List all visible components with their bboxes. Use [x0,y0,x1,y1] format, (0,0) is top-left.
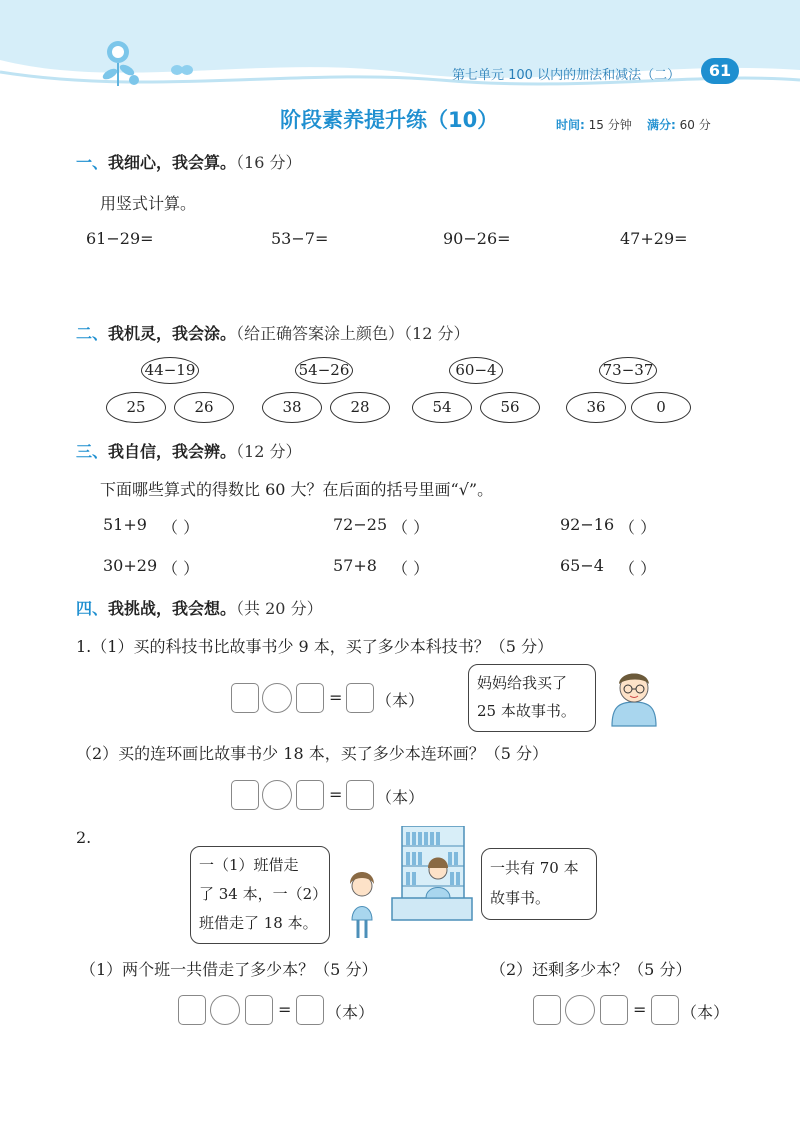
equals-sign: = [329,785,343,804]
section-number: 四、 [76,599,109,618]
judge-expression: 30+29 [103,556,158,575]
flower-icon [96,36,146,88]
butterfly-icon [170,62,194,80]
time-score-info [556,116,711,133]
section-score: （共 20 分） [236,599,323,618]
answer-box[interactable] [296,683,324,713]
answer-box[interactable] [296,995,324,1025]
judge-expression: 51+9 [103,515,147,534]
answer-option-oval[interactable]: 54 [412,392,472,423]
answer-box[interactable] [231,780,259,810]
answer-parentheses[interactable]: （ ） [162,559,200,578]
equals-sign: = [278,1000,292,1019]
calc-problem: 90−26= [443,229,511,248]
operator-circle[interactable] [262,683,292,713]
answer-box[interactable] [651,995,679,1025]
section-score: （给正确答案涂上颜色）（12 分） [236,324,470,343]
answer-box[interactable] [600,995,628,1025]
answer-option-oval[interactable]: 38 [262,392,322,423]
expression-oval: 73−37 [599,357,657,384]
unit-label: （本） [681,1003,730,1022]
answer-parentheses[interactable]: （ ） [162,518,200,537]
speech-bubble-right [481,848,597,920]
expression-oval: 44−19 [141,357,199,384]
answer-parentheses[interactable]: （ ） [619,518,657,537]
bubble-line: 妈妈给我买了 [477,674,568,692]
equals-sign: = [633,1000,647,1019]
answer-box[interactable] [296,780,324,810]
answer-parentheses[interactable]: （ ） [392,559,430,578]
speech-bubble-left [190,846,330,944]
answer-option-oval[interactable]: 36 [566,392,626,423]
speech-bubble [468,664,596,732]
question-1-part-1: 1.（1）买的科技书比故事书少 9 本，买了多少本科技书？（5 分） [76,637,554,656]
question-2-number: 2. [76,828,92,847]
unit-label: （本） [376,691,425,710]
score-value: 60 分 [679,118,711,132]
section-title: 我自信，我会辨。 [108,442,237,461]
answer-box[interactable] [533,995,561,1025]
question-2-part-2: （2）还剩多少本？（5 分） [490,960,692,979]
bubble-line: 一（1）班借走 [199,856,299,874]
answer-box[interactable] [346,780,374,810]
time-label: 时间: [556,118,585,132]
answer-box[interactable] [346,683,374,713]
expression-oval: 60−4 [449,357,503,384]
section-number: 二、 [76,324,109,343]
practice-title: 阶段素养提升练（10） [280,108,499,132]
judge-expression: 57+8 [333,556,377,575]
section-score: （12 分） [236,442,302,461]
answer-box[interactable] [178,995,206,1025]
calc-problem: 61−29= [86,229,154,248]
answer-option-oval[interactable]: 0 [631,392,691,423]
operator-circle[interactable] [262,780,292,810]
unit-label: （本） [326,1003,375,1022]
judge-expression: 72−25 [333,515,388,534]
answer-parentheses[interactable]: （ ） [619,559,657,578]
bubble-line: 了 34 本，一（2） [199,885,328,903]
boy-illustration [604,664,664,730]
bubble-line: 一共有 70 本 [490,859,579,877]
time-value: 15 分钟 [588,118,632,132]
answer-option-oval[interactable]: 28 [330,392,390,423]
section-title: 我细心，我会算。 [108,153,237,172]
unit-title: 第七单元 100 以内的加法和减法（二） [452,68,681,83]
calc-problem: 53−7= [271,229,329,248]
section-1-instruction: 用竖式计算。 [100,194,197,213]
answer-parentheses[interactable]: （ ） [392,518,430,537]
question-2-part-1: （1）两个班一共借走了多少本？（5 分） [80,960,378,979]
bubble-line: 25 本故事书。 [477,702,576,720]
answer-box[interactable] [231,683,259,713]
bubble-line: 故事书。 [490,889,551,907]
unit-label: （本） [376,788,425,807]
section-3-heading [76,439,301,462]
section-number: 一、 [76,153,109,172]
answer-option-oval[interactable]: 56 [480,392,540,423]
section-score: （16 分） [236,153,302,172]
answer-box[interactable] [245,995,273,1025]
expression-oval: 54−26 [295,357,353,384]
score-label: 满分: [647,118,676,132]
judge-expression: 65−4 [560,556,604,575]
equals-sign: = [329,688,343,707]
judge-expression: 92−16 [560,515,615,534]
section-4-heading [76,596,323,619]
bubble-line: 班借走了 18 本。 [199,914,318,932]
answer-option-oval[interactable]: 26 [174,392,234,423]
calc-problem: 47+29= [620,229,688,248]
answer-option-oval[interactable]: 25 [106,392,166,423]
section-2-heading [76,321,469,344]
section-number: 三、 [76,442,109,461]
section-title: 我挑战，我会想。 [108,599,237,618]
section-3-instruction: 下面哪些算式的得数比 60 大？在后面的括号里画“√”。 [100,480,494,499]
page-number-badge: 61 [701,58,739,84]
operator-circle[interactable] [210,995,240,1025]
question-1-part-2: （2）买的连环画比故事书少 18 本，买了多少本连环画？（5 分） [76,744,548,763]
section-1-heading [76,150,301,173]
section-title: 我机灵，我会涂。 [108,324,237,343]
operator-circle[interactable] [565,995,595,1025]
library-illustration [340,826,474,944]
